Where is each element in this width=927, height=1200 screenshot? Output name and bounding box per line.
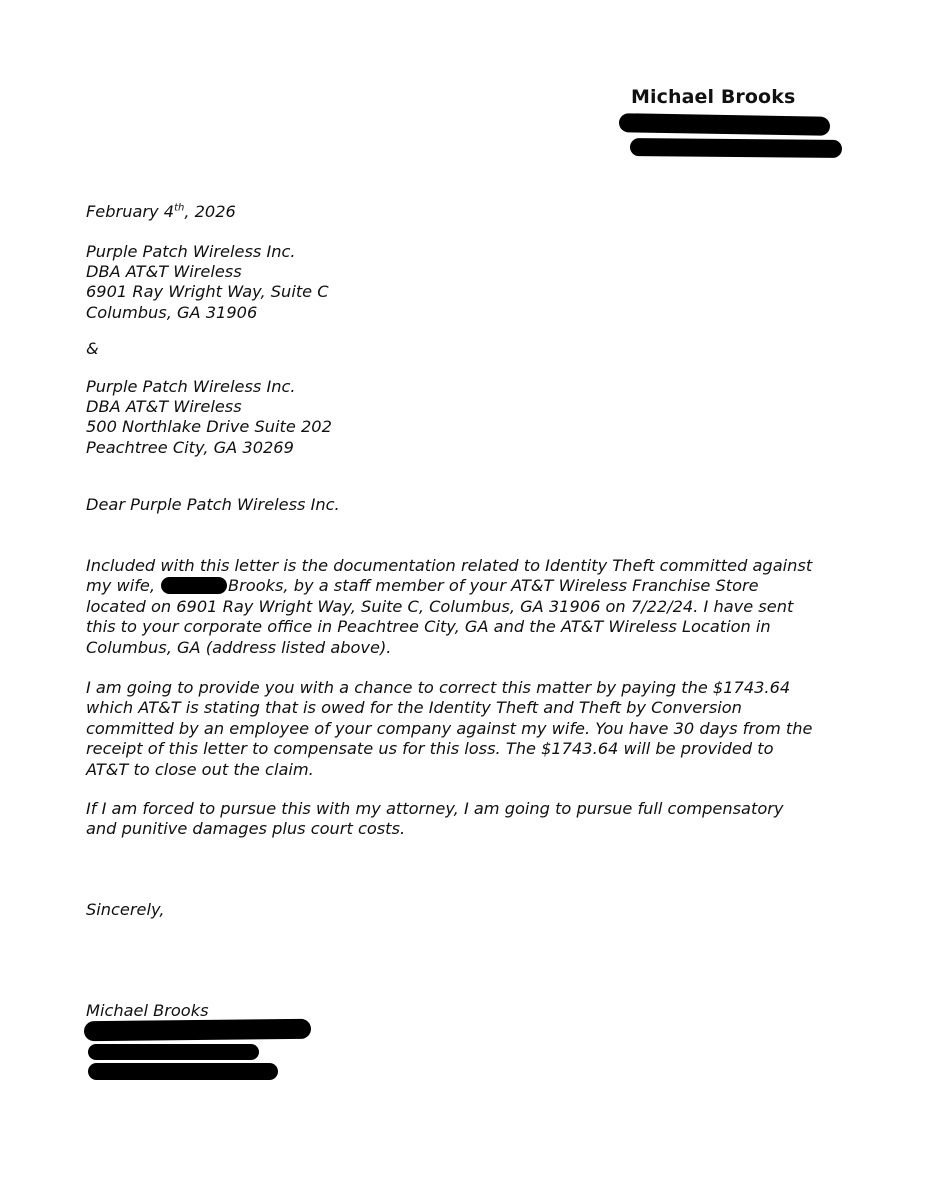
paragraph1-line1: Included with this letter is the documentation related to Identity Theft committed against	[86, 556, 813, 575]
salutation: Dear Purple Patch Wireless Inc.	[86, 495, 340, 514]
signature-name: Michael Brooks	[86, 1001, 209, 1020]
paragraph1-line2-end: Brooks, by a staff member of your AT&T Wireless Franchise Store	[228, 576, 759, 596]
paragraph-3	[86, 799, 846, 840]
paragraph2-line5: AT&T to close out the claim.	[86, 759, 314, 779]
sender-name: Michael Brooks	[631, 86, 796, 108]
paragraph3-line1: If I am forced to pursue this with my attorney, I am going to pursue full compensatory	[86, 799, 784, 818]
date-prefix: February 4	[86, 202, 175, 221]
paragraph1-line4: this to your corporate office in Peachtree City, GA and the AT&T Wireless Location in	[86, 617, 771, 637]
redacted-signature-phone-1	[88, 1044, 259, 1060]
ampersand: &	[86, 339, 99, 358]
recipient1-line1: Purple Patch Wireless Inc.	[86, 242, 296, 261]
redacted-signature-phone-2	[88, 1063, 278, 1080]
recipient2-line2: DBA AT&T Wireless	[86, 397, 242, 417]
recipient2-line3: 500 Northlake Drive Suite 202	[86, 417, 332, 437]
paragraph-2	[86, 678, 846, 780]
recipient-address-2	[86, 377, 332, 458]
recipient2-line1: Purple Patch Wireless Inc.	[86, 377, 296, 396]
redacted-signature-email	[84, 1019, 311, 1041]
paragraph2-line3: committed by an employee of your company against my wife. You have 30 days from the	[86, 718, 813, 738]
closing: Sincerely,	[86, 900, 165, 919]
redacted-sender-address-line2	[630, 138, 842, 158]
paragraph1-line5: Columbus, GA (address listed above).	[86, 637, 392, 657]
paragraph3-line2: and punitive damages plus court costs.	[86, 819, 406, 839]
paragraph1-line3: located on 6901 Ray Wright Way, Suite C, Columbus, GA 31906 on 7/22/24. I have sent	[86, 596, 794, 616]
paragraph1-line2-start: my wife,	[86, 576, 156, 596]
recipient1-line4: Columbus, GA 31906	[86, 302, 258, 322]
paragraph2-line2: which AT&T is stating that is owed for the Identity Theft and Theft by Conversion	[86, 698, 742, 718]
recipient1-line2: DBA AT&T Wireless	[86, 262, 242, 282]
paragraph2-line1: I am going to provide you with a chance to correct this matter by paying the $1743.64	[86, 678, 791, 697]
paragraph1-line2	[86, 576, 846, 596]
recipient-address-1	[86, 242, 329, 323]
date-ordinal-suffix: th	[174, 202, 185, 214]
redacted-wife-name	[161, 577, 227, 594]
date-year: , 2026	[184, 202, 236, 221]
paragraph2-line4: receipt of this letter to compensate us for this loss. The $1743.64 will be provided to	[86, 739, 774, 759]
redacted-sender-address-line1	[619, 113, 830, 136]
recipient2-line4: Peachtree City, GA 30269	[86, 437, 294, 457]
paragraph-1	[86, 556, 846, 658]
recipient1-line3: 6901 Ray Wright Way, Suite C	[86, 282, 329, 302]
letter-date	[86, 202, 236, 222]
